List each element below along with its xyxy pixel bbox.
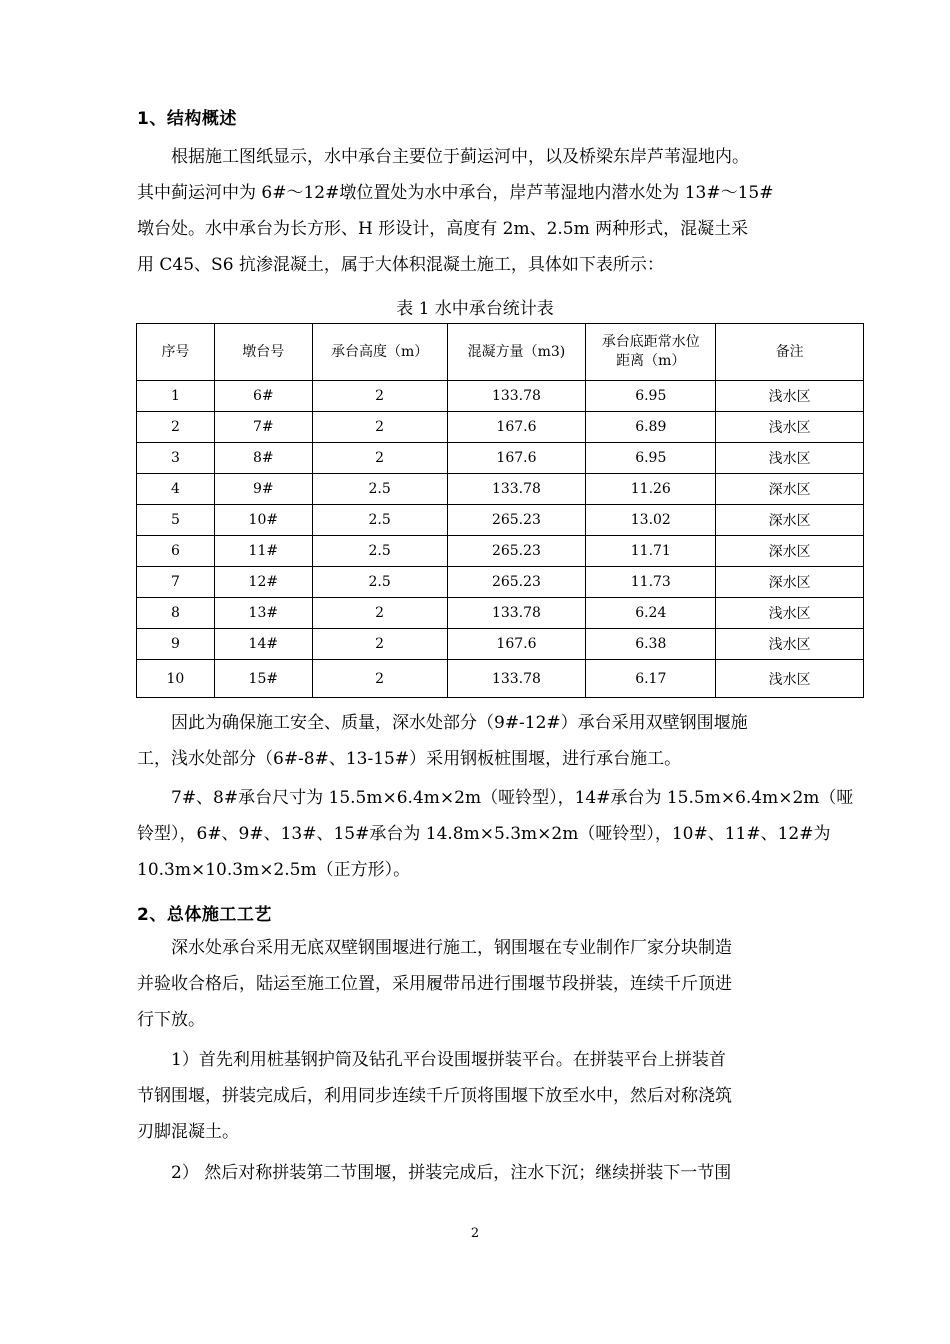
- table-cell: 167.6: [447, 412, 586, 443]
- table-cell: 12#: [214, 567, 312, 598]
- table-cell: 10: [137, 660, 215, 698]
- text-line: 行下放。: [137, 1010, 205, 1030]
- text-line: 1）首先利用桩基钢护筒及钻孔平台设围堰拼装平台。在拼装平台上拼装首: [171, 1050, 726, 1070]
- table-row: [137, 660, 864, 698]
- table-cell: 2.5: [312, 536, 447, 567]
- table-cell: 浅水区: [716, 381, 864, 412]
- section-heading: 1、结构概述: [137, 109, 237, 129]
- table-cell: 265.23: [447, 505, 586, 536]
- column-header: 承台底距常水位距离（m）: [586, 324, 716, 381]
- table-cell: 6.38: [586, 629, 716, 660]
- column-header: 承台高度（m）: [312, 324, 447, 381]
- table-cell: 13.02: [586, 505, 716, 536]
- table-cell: 2.5: [312, 474, 447, 505]
- table-row: [137, 505, 864, 536]
- table-cell: 14#: [214, 629, 312, 660]
- table-cell: 133.78: [447, 660, 586, 698]
- step-1-paragraph: [137, 1042, 817, 1150]
- step-2-paragraph: [137, 1155, 817, 1191]
- table-cell: 11.73: [586, 567, 716, 598]
- table-cell: 15#: [214, 660, 312, 698]
- table-cell: 6.89: [586, 412, 716, 443]
- text-line: 因此为确保施工安全、质量，深水处部分（9#-12#）承台采用双壁钢围堰施: [171, 713, 748, 733]
- table-cell: 浅水区: [716, 412, 864, 443]
- table-cell: 2.5: [312, 567, 447, 598]
- table-row: [137, 598, 864, 629]
- table-cell: 6.17: [586, 660, 716, 698]
- table-cell: 6: [137, 536, 215, 567]
- table-cell: 265.23: [447, 567, 586, 598]
- table-cell: 167.6: [447, 443, 586, 474]
- table-row: [137, 474, 864, 505]
- text-line: 工，浅水处部分（6#-8#、13-15#）采用钢板桩围堰，进行承台施工。: [137, 749, 682, 769]
- table-cell: 10#: [214, 505, 312, 536]
- table-cell: 4: [137, 474, 215, 505]
- table-cell: 133.78: [447, 381, 586, 412]
- table-cell: 11#: [214, 536, 312, 567]
- table-cell: 6.24: [586, 598, 716, 629]
- text-line: 10.3m×10.3m×2.5m（正方形）。: [137, 860, 411, 880]
- table-cell: 11.71: [586, 536, 716, 567]
- table-cell: 2: [312, 660, 447, 698]
- section-heading: 2、总体施工工艺: [137, 905, 272, 925]
- table-cell: 深水区: [716, 567, 864, 598]
- process-paragraph: [137, 930, 817, 1038]
- table-cell: 2: [312, 443, 447, 474]
- table-cell: 8: [137, 598, 215, 629]
- table-cell: 167.6: [447, 629, 586, 660]
- table-cell: 133.78: [447, 474, 586, 505]
- table-cell: 浅水区: [716, 443, 864, 474]
- table-cell: 9#: [214, 474, 312, 505]
- text-line: 用 C45、S6 抗渗混凝土，属于大体积混凝土施工，具体如下表所示：: [137, 255, 664, 275]
- table-cell: 3: [137, 443, 215, 474]
- table-row: [137, 443, 864, 474]
- table-cell: 133.78: [447, 598, 586, 629]
- table-cell: 2.5: [312, 505, 447, 536]
- table-cell: 深水区: [716, 474, 864, 505]
- table-cell: 9: [137, 629, 215, 660]
- table-header-row: [137, 324, 864, 381]
- table-cell: 深水区: [716, 536, 864, 567]
- text-line: 2） 然后对称拼装第二节围堰，拼装完成后，注水下沉；继续拼装下一节围: [171, 1163, 732, 1183]
- table-caption: 表 1 水中承台统计表: [396, 299, 554, 319]
- table-row: [137, 629, 864, 660]
- text-line: 7#、8#承台尺寸为 15.5m×6.4m×2m（哑铃型），14#承台为 15.5m×6.4m×2m（哑: [171, 788, 854, 808]
- text-line: 铃型），6#、9#、13#、15#承台为 14.8m×5.3m×2m（哑铃型），10#、11#、12#为: [137, 824, 831, 844]
- text-line: 深水处承台采用无底双壁钢围堰进行施工，钢围堰在专业制作厂家分块制造: [171, 938, 732, 958]
- table-cell: 2: [312, 629, 447, 660]
- table-cell: 浅水区: [716, 598, 864, 629]
- text-line: 刃脚混凝土。: [137, 1122, 239, 1142]
- table-cell: 5: [137, 505, 215, 536]
- page-number: 2: [470, 1226, 480, 1241]
- table-row: [137, 536, 864, 567]
- table-cell: 2: [312, 412, 447, 443]
- pier-cap-table: [136, 323, 864, 698]
- table-row: [137, 567, 864, 598]
- dimensions-paragraph: [137, 780, 854, 888]
- table-cell: 浅水区: [716, 660, 864, 698]
- table-cell: 6.95: [586, 381, 716, 412]
- table-cell: 6#: [214, 381, 312, 412]
- text-line: 根据施工图纸显示，水中承台主要位于蓟运河中，以及桥梁东岸芦苇湿地内。: [171, 147, 749, 167]
- table-cell: 2: [312, 598, 447, 629]
- table-row: [137, 412, 864, 443]
- column-header: 混凝方量（m3): [447, 324, 586, 381]
- table-cell: 浅水区: [716, 629, 864, 660]
- intro-paragraph: [137, 139, 817, 283]
- text-line: 其中蓟运河中为 6#～12#墩位置处为水中承台，岸芦苇湿地内潜水处为 13#～15#: [137, 183, 774, 203]
- table-cell: 13#: [214, 598, 312, 629]
- table-cell: 8#: [214, 443, 312, 474]
- table-cell: 11.26: [586, 474, 716, 505]
- table-cell: 7#: [214, 412, 312, 443]
- text-line: 节钢围堰，拼装完成后，利用同步连续千斤顶将围堰下放至水中，然后对称浇筑: [137, 1086, 732, 1106]
- table-cell: 1: [137, 381, 215, 412]
- table-cell: 6.95: [586, 443, 716, 474]
- column-header: 墩台号: [214, 324, 312, 381]
- column-header: 备注: [716, 324, 864, 381]
- table-cell: 265.23: [447, 536, 586, 567]
- method-paragraph: [137, 705, 817, 777]
- table-cell: 7: [137, 567, 215, 598]
- table-cell: 2: [137, 412, 215, 443]
- text-line: 并验收合格后，陆运至施工位置，采用履带吊进行围堰节段拼装，连续千斤顶进: [137, 974, 732, 994]
- table-row: [137, 381, 864, 412]
- table-cell: 2: [312, 381, 447, 412]
- table-cell: 深水区: [716, 505, 864, 536]
- column-header: 序号: [137, 324, 215, 381]
- text-line: 墩台处。水中承台为长方形、H 形设计，高度有 2m、2.5m 两种形式，混凝土采: [137, 219, 749, 239]
